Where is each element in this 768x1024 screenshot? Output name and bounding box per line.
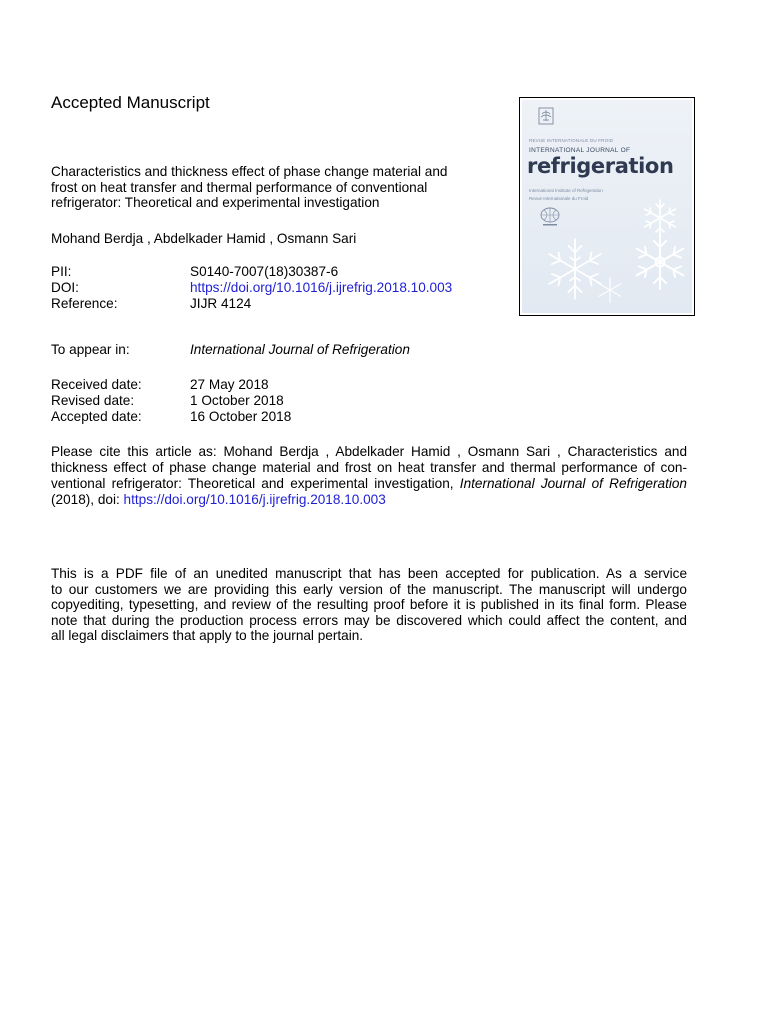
pii-row bbox=[51, 264, 452, 280]
pii-label: PII: bbox=[51, 264, 72, 279]
reference-value: JIJR 4124 bbox=[190, 296, 252, 311]
journal-cover-image bbox=[519, 97, 695, 316]
citation-line bbox=[51, 476, 687, 492]
article-title-line: frost on heat transfer and thermal performance of conventional bbox=[51, 179, 428, 195]
appear-row bbox=[51, 342, 410, 358]
doi-row bbox=[51, 280, 452, 296]
received-label: Received date: bbox=[51, 377, 142, 392]
citation-text: ventional refrigerator: Theoretical and experimental investigation, bbox=[51, 476, 460, 491]
notice-line: This is a PDF file of an unedited manuscript that has been accepted for publication. As a service bbox=[51, 566, 687, 581]
pii-value: S0140-7007(18)30387-6 bbox=[190, 264, 339, 279]
doi-link[interactable]: https://doi.org/10.1016/j.ijrefrig.2018.10.003 bbox=[190, 280, 453, 295]
received-value: 27 May 2018 bbox=[190, 377, 269, 392]
citation-journal: International Journal of Refrigeration bbox=[459, 476, 687, 491]
cover-sub-line: International Institute of Refrigeration bbox=[529, 188, 603, 193]
article-title-line: refrigerator: Theoretical and experimental investigation bbox=[51, 195, 380, 211]
article-title-line: Characteristics and thickness effect of phase change material and bbox=[51, 164, 448, 179]
snowflake-icon bbox=[630, 232, 690, 292]
accepted-label: Accepted date: bbox=[51, 409, 142, 424]
citation-block bbox=[51, 444, 687, 508]
citation-line bbox=[51, 492, 687, 508]
globe-emblem-icon bbox=[538, 206, 562, 228]
publication-block bbox=[51, 342, 410, 358]
revised-row bbox=[51, 393, 291, 409]
doi-label: DOI: bbox=[51, 280, 79, 295]
notice-line: to our customers we are providing this early version of the manuscript. The manuscript will undergo bbox=[51, 581, 687, 597]
cover-background bbox=[522, 100, 692, 313]
revised-value: 1 October 2018 bbox=[190, 393, 284, 408]
article-authors: Mohand Berdja , Abdelkader Hamid , Osmann Sari bbox=[51, 231, 357, 246]
accepted-value: 16 October 2018 bbox=[190, 409, 292, 424]
dates-block bbox=[51, 377, 291, 425]
citation-line: Please cite this article as: Mohand Berdja , Abdelkader Hamid , Osmann Sari , Characteristics and bbox=[51, 444, 687, 459]
reference-label: Reference: bbox=[51, 296, 118, 311]
cover-journal-name: refrigeration bbox=[527, 154, 674, 178]
notice-line: copyediting, typesetting, and review of the resulting proof before it is published in its final form. Please bbox=[51, 597, 687, 613]
document-heading: Accepted Manuscript bbox=[51, 93, 210, 112]
citation-text: (2018), doi: bbox=[51, 492, 124, 507]
accepted-row bbox=[51, 409, 291, 425]
appear-label: To appear in: bbox=[51, 342, 130, 357]
received-row bbox=[51, 377, 291, 393]
cover-sub-line: Revue Internationale du Froid bbox=[529, 196, 589, 201]
notice-line: all legal disclaimers that apply to the journal pertain. bbox=[51, 628, 364, 644]
citation-doi-link[interactable]: https://doi.org/10.1016/j.ijrefrig.2018.10.003 bbox=[123, 492, 386, 507]
snowflake-icon bbox=[596, 276, 624, 304]
reference-row bbox=[51, 296, 452, 312]
identifiers-block bbox=[51, 264, 452, 312]
notice-line: note that during the production process errors may be discovered which could affect the content, and bbox=[51, 612, 687, 628]
cover-intl-label: INTERNATIONAL JOURNAL OF bbox=[529, 147, 631, 154]
citation-line: thickness effect of phase change material and frost on heat transfer and thermal performance of con- bbox=[51, 460, 687, 475]
journal-name: International Journal of Refrigeration bbox=[190, 342, 410, 357]
revised-label: Revised date: bbox=[51, 393, 135, 408]
cover-top-line: REVUE INTERNATIONALE DU FROID bbox=[529, 138, 614, 143]
publisher-logo-icon bbox=[538, 107, 554, 125]
article-title bbox=[51, 164, 481, 211]
manuscript-notice bbox=[51, 566, 687, 644]
